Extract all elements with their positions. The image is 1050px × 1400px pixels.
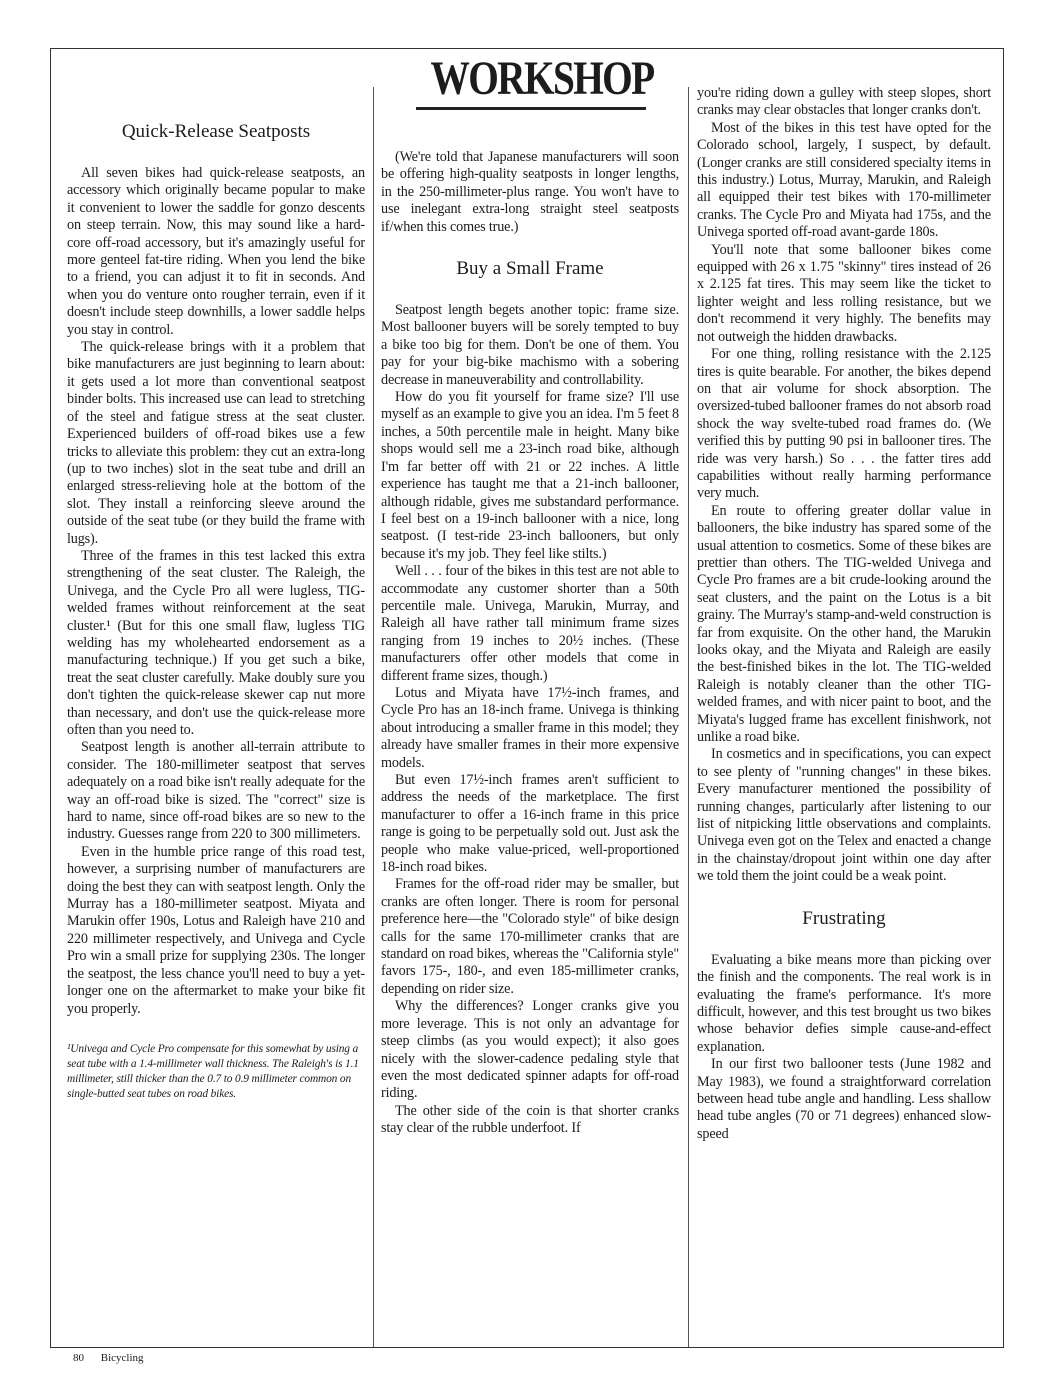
paragraph: In our first two ballooner tests (June 1982 and May 1983), we found a straightforward correlation between head tube angle and handling. Less shallow head tube angles (70 or 71 degrees) enhanced slow-speed: [697, 1056, 991, 1142]
paragraph: You'll note that some ballooner bikes come equipped with 26 x 1.75 "skinny" tires instead of 26 x 2.125 fat tires. This may seem like the ticket to lighter weight and less rolling resistance, but we don't recommend it very highly. The benefits may not outweigh the hidden drawbacks.: [697, 241, 991, 345]
masthead-title: WORKSHOP: [430, 52, 654, 105]
column-divider-right: [688, 87, 689, 1347]
column-right: [697, 85, 991, 1143]
paragraph: But even 17½-inch frames aren't sufficient to address the needs of the marketplace. The first manufacturer to offer a 16-inch frame in this price range is going to be perpetually sold out. Just ask the people who make value-priced, well-proportioned 18-inch road bikes.: [381, 772, 679, 876]
column-middle: [381, 149, 679, 1138]
paragraph: Even in the humble price range of this road test, however, a surprising number of manufacturers are doing the best they can with seatpost length. Only the Murray has a 180-millimeter seatpost. Miyata and Marukin offer 190s, Lotus and Raleigh have 210 and 220 millimeter respectively, and Univega and Cycle Pro win a small prize for supplying 230s. The longer the seatpost, the less chance you'll need to buy a yet-longer one on the aftermarket to make your bike fit you properly.: [67, 843, 365, 1017]
paragraph: Three of the frames in this test lacked this extra strengthening of the seat cluster. The Raleigh, the Univega, and the Cycle Pro all were lugless, TIG-welded frames without reinforcement at the seat cluster.¹ (But for this one small flaw, lugless TIG welding has my wholehearted endorsement as a manufacturing technique.) If you get such a bike, treat the seat cluster carefully. Make doubly sure you don't tighten the quick-release skewer cap nut more than necessary, and don't use the quick-release more often than you need to.: [67, 547, 365, 738]
paragraph: En route to offering greater dollar value in ballooners, the bike industry has spared some of the usual attention to cosmetics. Some of these bikes are prettier than others. The TIG-welded Univega and Cycle Pro frames are a bit crude-looking around the seat clusters, and the paint on the Lotus is a bit grainy. The Murray's stamp-and-weld construction is far from exquisite. On the other hand, the Marukin looks okay, and the Miyata and Raleigh are easily the best-finished bikes in the lot. The TIG-welded Raleigh is notably cleaner than the other TIG-welded frames, and with nicer paint to boot, and the Miyata's lugged frame has excellent finishwork, not unlike a road bike.: [697, 502, 991, 746]
paragraph: The quick-release brings with it a problem that bike manufacturers are just beginning to learn about: it gets used a lot more than conventional seatpost binder bolts. This increased use can lead to stretching of the steel and fatigue stress at the seat cluster. Experienced builders of off-road bikes use a few tricks to alleviate this problem: they cut an extra-long (up to two inches) slot in the seat tube and drill an enlarged stress-relieving hole at the bottom of the slot. They install a reinforcing sleeve around the outside of the seat tube (or they build the frame with lugs).: [67, 339, 365, 547]
paragraph: Well . . . four of the bikes in this test are not able to accommodate any customer shorter than a 50th percentile male. Univega, Marukin, Murray, and Raleigh all have rather tall minimum frame sizes ranging from 19 inches to 20½ inches. (These manufacturers offer other models that come in different frame sizes, though.): [381, 563, 679, 684]
paragraph: The other side of the coin is that shorter cranks stay clear of the rubble underfoot. If: [381, 1102, 679, 1137]
paragraph: Seatpost length is another all-terrain attribute to consider. The 180-millimeter seatpost that serves adequately on a road bike isn't really adequate for the way an off-road bike is sized. The "correct" size is hard to name, since off-road bikes are so new to the industry. Guesses range from 220 to 300 millimeters.: [67, 739, 365, 843]
section-heading-small-frame: Buy a Small Frame: [456, 258, 604, 280]
magazine-name: Bicycling: [100, 1352, 144, 1364]
column-divider-left: [373, 87, 374, 1347]
paragraph: How do you fit yourself for frame size? I'll use myself as an example to give you an idea. I'm 5 feet 8 inches, a 50th percentile male in height. Many bike shops would sell me a 23-inch road bike, although I'm far better off with 21 or 22 inches. A little experience has taught me that a 21-inch ballooner, although ridable, gives me substandard performance. I feel best on a 19-inch ballooner with a nice, long seatpost. (I test-ride 23-inch ballooners, but only because it's my job. They feel like stilts.): [381, 389, 679, 562]
paragraph: Evaluating a bike means more than picking over the finish and the components. The real work is in evaluating the frame's performance. It's more difficult, however, and this test brought us two bikes whose behavior defies simple cause-and-effect explanation.: [697, 951, 991, 1055]
paragraph: (We're told that Japanese manufacturers will soon be offering high-quality seatposts in longer lengths, in the 250-millimeter-plus range. You won't have to use inelegant extra-long straight steel seatposts if/when this comes true.): [381, 149, 679, 235]
paragraph: All seven bikes had quick-release seatposts, an accessory which originally became popular to make it convenient to lower the saddle for gonzo descents on steep terrain. Now, this may sound like a hard-core off-road accessory, but it's amazingly useful for more genteel fat-tire riding. When you lend the bike to a friend, you can adjust it to fit in seconds. And when you do venture onto rougher terrain, even if it doesn't include steep downhills, a lower saddle helps you stay in control.: [67, 165, 365, 338]
paragraph: Why the differences? Longer cranks give you more leverage. This is not only an advantage for steep climbs (as you would expect); it also goes nicely with the slower-cadence pedaling style that even the most dedicated spinner adapts for off-road riding.: [381, 998, 679, 1102]
footnote: ¹Univega and Cycle Pro compensate for this somewhat by using a seat tube with a 1.4-millimeter wall thickness. The Raleigh's is 1.1 millimeter, still thicker than the 0.7 to 0.9 millimeter common on single-butted seat tubes on road bikes.: [67, 1042, 359, 1100]
paragraph: you're riding down a gulley with steep slopes, short cranks may clear obstacles that longer cranks don't.: [697, 85, 991, 119]
masthead-underline: [416, 107, 646, 110]
page-footer: [73, 1352, 158, 1364]
page-border: [50, 48, 1004, 1348]
paragraph: In cosmetics and in specifications, you can expect to see plenty of "running changes" in these bikes. Every manufacturer mentioned the possibility of running changes, particularly after listening to our list of nitpicking little observations and complaints. Univega even got on the Telex and enacted a change in the chainstay/dropout joint within one day after we told them the joint could be a weak point.: [697, 746, 991, 885]
paragraph: Most of the bikes in this test have opted for the Colorado school, largely, I suspect, by default. (Longer cranks are still considered specialty items in this industry.) Lotus, Murray, Marukin, and Raleigh all equipped their test bikes with 170-millimeter cranks. The Cycle Pro and Miyata had 175s, and the Univega sported off-road avant-garde 180s.: [697, 119, 991, 241]
page-number: 80: [73, 1352, 84, 1364]
paragraph: For one thing, rolling resistance with the 2.125 tires is quite bearable. For another, the bikes depend on that air volume for shock absorption. The oversized-tubed ballooner frames do not absorb road shock the way svelte-tubed road frames do. (We verified this by putting 90 psi in ballooner tires. The ride was very harsh.) So . . . the fatter tires add capabilities without really harming performance very much.: [697, 346, 991, 502]
masthead: [406, 51, 656, 113]
section-heading-quick-release: Quick-Release Seatposts: [121, 121, 311, 142]
paragraph: Seatpost length begets another topic: frame size. Most ballooner buyers will be sorely tempted to buy a bike too big for them. Don't be one of them. You pay for your big-bike machismo with a sobering decrease in maneuverability and controllability.: [381, 302, 679, 388]
column-left: [67, 119, 365, 1102]
paragraph: Lotus and Miyata have 17½-inch frames, and Cycle Pro has an 18-inch frame. Univega is thinking about introducing a smaller frame in this model; they already have smaller frames in their more expensive models.: [381, 684, 679, 771]
paragraph: Frames for the off-road rider may be smaller, but cranks are often longer. There is room for personal preference here—the "Colorado style" of bike design calls for the same 170-millimeter cranks that are standard on road bikes, whereas the "California style" favors 175-, 180-, and even 185-millimeter cranks, depending on rider size.: [381, 876, 679, 997]
section-heading-frustrating: Frustrating: [802, 907, 886, 929]
